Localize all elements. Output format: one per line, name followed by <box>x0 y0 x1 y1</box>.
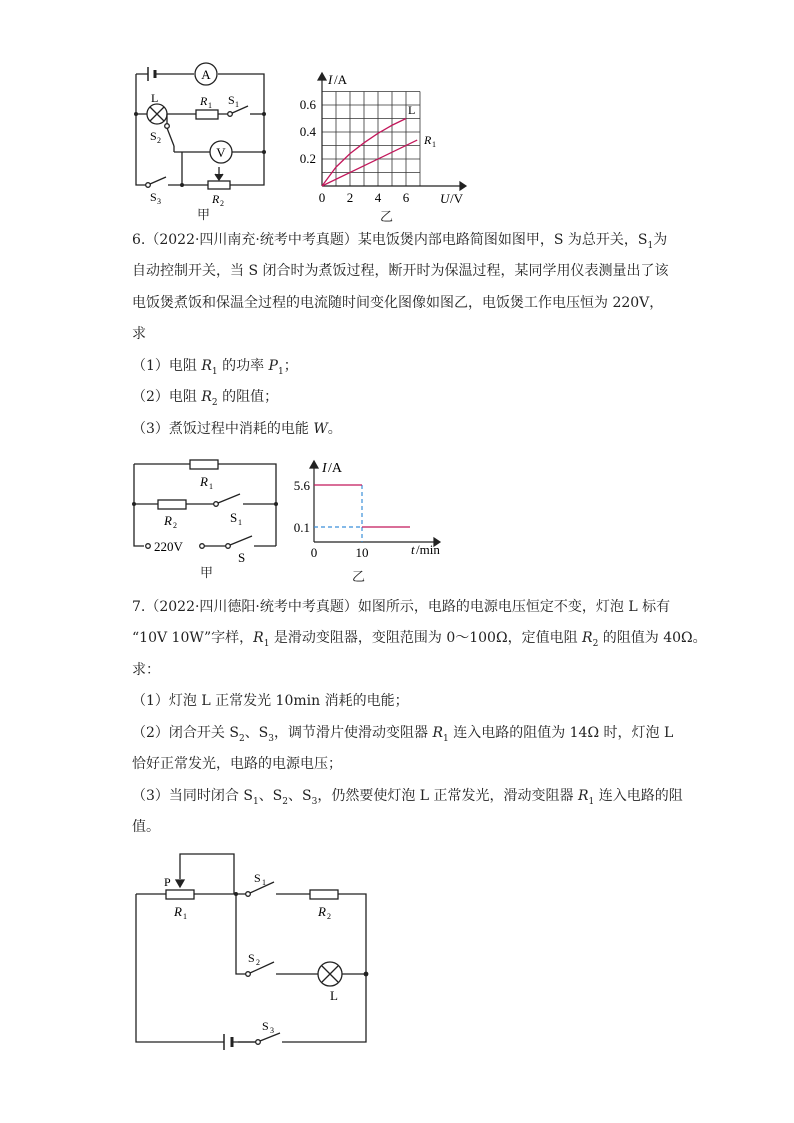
q7-lamp-label: L <box>330 988 338 1003</box>
q7-line3: 求： <box>132 662 160 678</box>
s2-label: S <box>150 129 157 143</box>
y-axis-var: I <box>322 461 327 476</box>
q6-r1-sub: 1 <box>209 482 213 491</box>
ammeter-label: A <box>201 67 211 82</box>
q7-sub1: （1）灯泡 L 正常发光 10min 消耗的电能； <box>132 693 409 709</box>
x-tick-label: 2 <box>346 190 354 205</box>
x-axis-unit: /V <box>450 191 463 206</box>
x-axis-var: t <box>411 542 415 557</box>
q7-slider-p-label: P <box>164 875 171 889</box>
q7-sub3: （3）当同时闭合 $S_1$、$S_2$、$S_3$，仍然要使灯泡 L 正常发光，滑动变阻器 $R_1$ 连入电路的阻 <box>132 788 683 807</box>
x-tick-label: 0 <box>310 545 318 560</box>
x-axis-unit: /min <box>416 542 440 557</box>
q6-s1-sub: 1 <box>238 518 242 527</box>
y-tick-label: 5.6 <box>293 478 310 493</box>
current-time-graph <box>284 454 464 564</box>
s3-label: S <box>150 190 157 204</box>
q6-r1-label: R <box>200 474 208 489</box>
s3-subscript: 3 <box>157 197 161 206</box>
x-tick-label: 10 <box>355 545 369 560</box>
q7-sub2-cont: 恰好正常发光，电路的电源电压； <box>132 756 342 772</box>
q7-s1-sub: 1 <box>262 878 266 887</box>
y-axis-arrow <box>310 461 318 468</box>
q7-r2-sub: 2 <box>327 912 331 921</box>
top-circuit-diagram <box>126 62 276 212</box>
lamp-label: L <box>151 91 159 105</box>
y-tick-label: 0.2 <box>299 151 316 166</box>
q7-sub3-cont: 值。 <box>132 819 160 835</box>
q7-s2-sub: 2 <box>256 958 260 967</box>
s1-subscript: 1 <box>235 100 239 109</box>
q6-r2-label: R <box>164 513 172 528</box>
y-axis-unit: /A <box>328 461 342 476</box>
q7-sub2: （2）闭合开关 $S_2$、$S_3$，调节滑片使滑动变阻器 $R_1$ 连入电路的阻值为 14Ω 时，灯泡 L <box>132 725 674 744</box>
r2-subscript: 2 <box>220 199 224 208</box>
y-axis-arrow <box>318 73 326 80</box>
q6-line4: 求 <box>132 326 146 342</box>
y-axis-var: I <box>328 72 333 87</box>
series-label-r: R <box>424 133 432 147</box>
r2-label: R <box>212 192 220 206</box>
s2-subscript: 2 <box>157 136 161 145</box>
q7-r2-label: R <box>318 904 326 919</box>
q6-line2: 自动控制开关，当 S 闭合时为煮饭过程，断开时为保温过程，某同学用仪表测量出了该 <box>132 263 669 279</box>
r1-subscript: 1 <box>208 101 212 110</box>
series-label-l: L <box>408 103 416 117</box>
y-tick-label: 0.6 <box>299 97 316 112</box>
q7-r1-sub: 1 <box>183 912 187 921</box>
voltmeter-label: V <box>216 145 226 160</box>
q6-line3: 电饭煲煮饭和保温全过程的电流随时间变化图像如图乙，电饭煲工作电压恒为 220V， <box>132 295 664 311</box>
y-tick-label: 0.4 <box>299 124 316 139</box>
q7-line2: “10V 10W”字样，$R_1$ 是滑动变阻器，变阻范围为 0～100Ω，定值电阻 $R_2$ 的阻值为 40Ω。 <box>132 630 707 649</box>
iu-graph <box>294 68 474 213</box>
q6-voltage-label: 220V <box>154 539 183 554</box>
series-label-r-sub: 1 <box>432 140 436 149</box>
y-axis-unit: /A <box>334 72 347 87</box>
x-axis-var: U <box>440 191 450 206</box>
q6-circuit-diagram <box>128 454 288 566</box>
q6-s1-label: S <box>230 510 238 525</box>
x-tick-label: 6 <box>402 190 410 205</box>
q7-s1-label: S <box>254 871 261 885</box>
q6-sub3: （3）煮饭过程中消耗的电能 W。 <box>132 421 342 437</box>
x-tick-label: 4 <box>374 190 382 205</box>
q6-line1: 6.（2022·四川南充·统考中考真题）某电饭煲内部电路简图如图甲，S 为总开关，$S_1$为 <box>132 232 668 251</box>
q7-r1-label: R <box>174 904 182 919</box>
top-graph-caption: 乙 <box>380 210 394 225</box>
q6-sub2: （2）电阻 $R_2$ 的阻值； <box>132 389 279 408</box>
x-axis-arrow <box>460 182 466 190</box>
r1-label: R <box>200 94 208 108</box>
s1-label: S <box>228 93 235 107</box>
q7-s3-label: S <box>262 1019 269 1033</box>
q6-circuit-caption: 甲 <box>200 566 214 581</box>
q7-circuit-diagram <box>128 844 378 1059</box>
q6-r2-sub: 2 <box>173 521 177 530</box>
q6-sub1: （1）电阻 $R_1$ 的功率 $P_1$； <box>132 358 298 377</box>
y-tick-label: 0.1 <box>293 520 310 535</box>
q7-s3-sub: 3 <box>270 1026 274 1035</box>
q6-s-label: S <box>238 550 246 565</box>
q6-graph-caption: 乙 <box>352 570 366 585</box>
top-circuit-caption: 甲 <box>197 208 211 223</box>
q7-s2-label: S <box>248 951 255 965</box>
q7-line1: 7.（2022·四川德阳·统考中考真题）如图所示，电路的电源电压恒定不变，灯泡 L 标有 <box>132 599 671 615</box>
x-tick-label: 0 <box>318 190 326 205</box>
